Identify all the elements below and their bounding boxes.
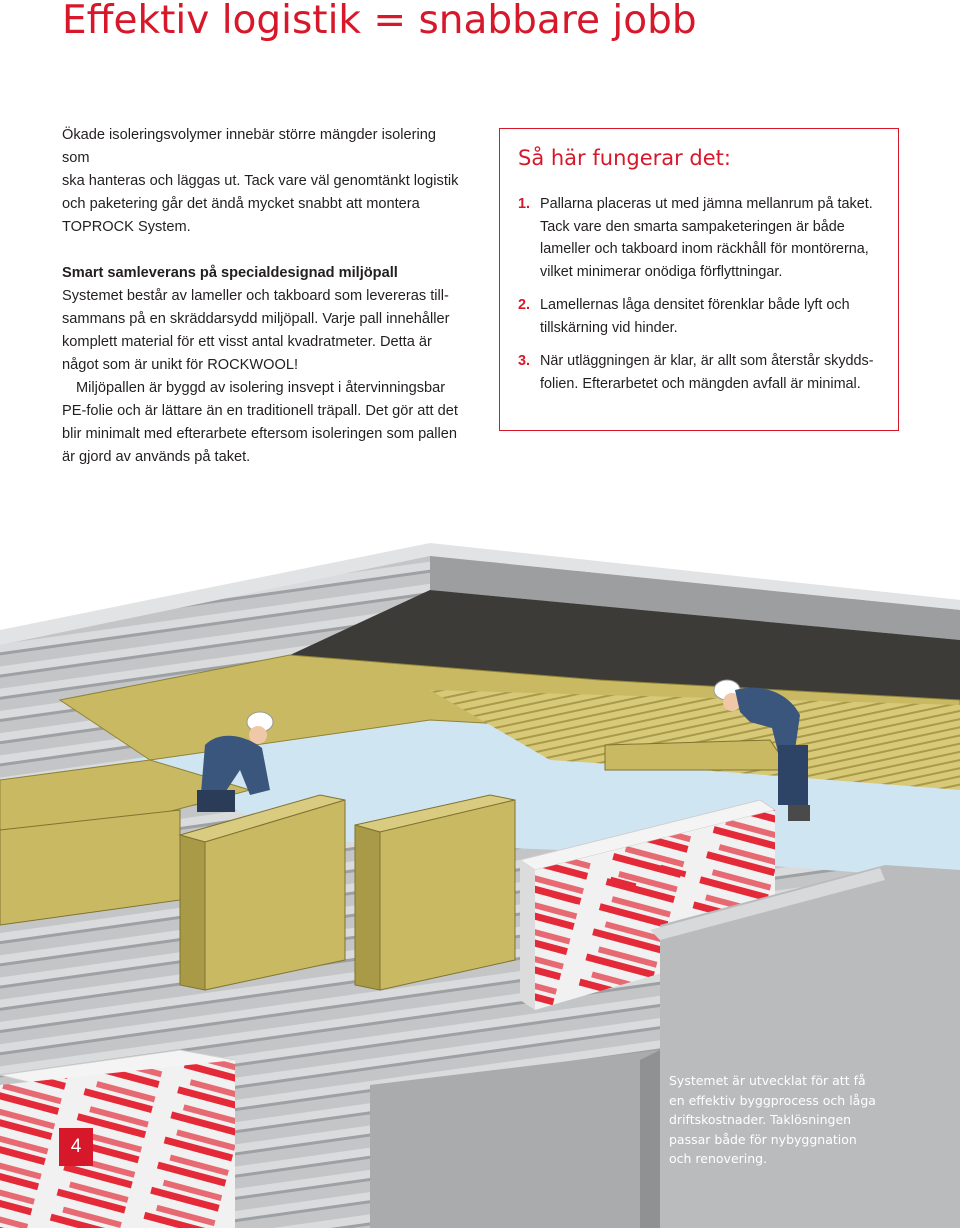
paragraph-line: är gjord av används på taket. [62,449,251,465]
step-number: 3. [518,353,531,369]
paragraph-line: sammans på en skräddarsydd miljöpall. Varje pall innehåller [62,311,450,327]
how-it-works-title: Så här fungerar det: [518,146,731,170]
step-item [518,294,888,339]
carried-slab [605,740,790,770]
section-paragraph-1 [62,285,462,377]
step-item [518,350,888,395]
intro-line: TOPROCK System. [62,219,191,235]
section-paragraph-2 [62,377,462,469]
paragraph-line: Miljöpallen är byggd av isolering insvept i återvinningsbar [76,380,446,396]
paragraph-line: komplett material för ett visst antal kvadratmeter. Detta är [62,334,432,350]
step-text: Pallarna placeras ut med jämna mellanrum på taket. Tack vare den smarta sampaketeringen är både lameller och takboard inom räckhåll för montörerna, vilket minimerar onödiga förflyttningar. [540,196,873,280]
paragraph-line: Systemet består av lameller och takboard som levereras till- [62,288,449,304]
paragraph-line: något som är unikt för ROCKWOOL! [62,357,299,373]
pallet-center [355,795,515,990]
steps-list [518,193,888,406]
page-title: Effektiv logistik = snabbare jobb [62,0,697,43]
intro-line: Ökade isoleringsvolymer innebär större mängder isolering som [62,127,436,166]
paragraph-line: PE-folie och är lättare än en traditionell träpall. Det gör att det [62,403,458,419]
intro-paragraph [62,124,462,239]
section-heading: Smart samleverans på specialdesignad miljöpall [62,265,398,281]
step-text: När utläggningen är klar, är allt som återstår skydds- folien. Efterarbetet och mängden avfall är minimal. [540,353,874,392]
paragraph-line: blir minimalt med efterarbete eftersom isoleringen som pallen [62,426,458,442]
step-number: 2. [518,297,531,313]
caption-line: och renovering. [669,1151,768,1166]
step-item [518,193,888,283]
step-number: 1. [518,196,531,212]
page-number-badge: 4 [59,1128,93,1166]
illustration-caption [669,1071,884,1169]
parapet-wall-corner [640,1050,660,1228]
intro-line: ska hanteras och läggas ut. Tack vare väl genomtänkt logistik [62,173,459,189]
caption-line: Systemet är utvecklat för att få [669,1073,866,1088]
wrapped-package-left [0,1050,235,1228]
caption-line: en effektiv byggprocess och låga [669,1092,876,1108]
step-text: Lamellernas låga densitet förenklar både lyft och tillskärning vid hinder. [540,297,850,336]
caption-line: passar både för nybyggnation [669,1131,857,1147]
caption-line: driftskostnader. Taklösningen [669,1112,852,1127]
intro-line: och paketering går det ändå mycket snabbt att montera [62,196,420,212]
intro-column [62,124,462,469]
how-it-works-box [499,128,899,431]
